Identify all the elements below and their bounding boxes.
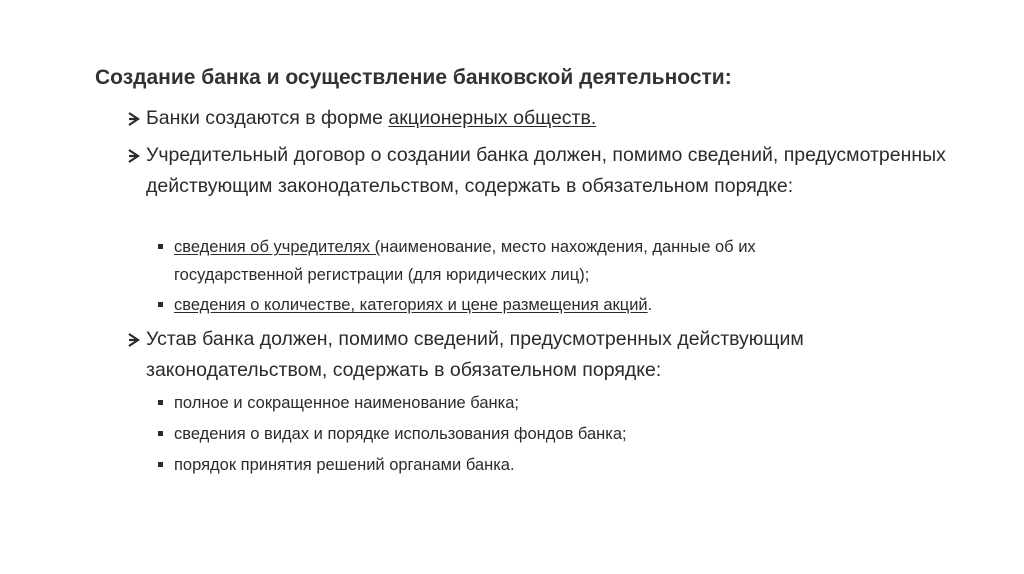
sub-item-bank-funds: [158, 420, 758, 448]
arrow-bullet-icon: [126, 140, 148, 171]
bullet-text: Учредительный договор о создании банка должен, помимо сведений, предусмотренных действующим законодательством, содержать в обязательном порядке:: [146, 144, 946, 197]
sub-item-text: полное и сокращенное наименование банка;: [174, 394, 520, 412]
sub-item-bank-name: [158, 389, 758, 417]
slide-title: Создание банка и осуществление банковской деятельности:: [95, 66, 732, 89]
sub-item-decision-making: [158, 451, 758, 479]
sub-item-text: порядок принятия решений органами банка.: [174, 456, 515, 474]
arrow-bullet-icon: [126, 324, 148, 355]
arrow-bullet-icon: [126, 103, 148, 134]
bullet-item-bank-form: [126, 103, 946, 134]
sub-item-text: наименование, место нахождения, данные об их государственной регистрации (для юридических лиц);: [174, 238, 756, 284]
bullet-item-founding-agreement: [126, 140, 946, 202]
shares-info-link[interactable]: сведения о количестве, категориях и цене размещения акций: [174, 296, 648, 314]
square-bullet-icon: [158, 400, 163, 405]
sub-item-shares-info: [158, 291, 758, 319]
bullet-text: Устав банка должен, помимо сведений, предусмотренных действующим законодательством, содержать в обязательном порядке:: [146, 328, 804, 381]
sub-item-text: сведения о видах и порядке использования фондов банка;: [174, 425, 627, 443]
bullet-text: Банки создаются в форме: [146, 107, 389, 129]
joint-stock-link[interactable]: акционерных обществ.: [388, 107, 597, 129]
square-bullet-icon: [158, 302, 163, 307]
sub-item-founders-info: [158, 233, 758, 289]
bullet-item-bank-charter: [126, 324, 946, 386]
square-bullet-icon: [158, 462, 163, 467]
founders-info-link[interactable]: сведения об учредителях (: [174, 238, 381, 256]
square-bullet-icon: [158, 244, 163, 249]
sub-item-text: .: [647, 296, 653, 314]
square-bullet-icon: [158, 431, 163, 436]
